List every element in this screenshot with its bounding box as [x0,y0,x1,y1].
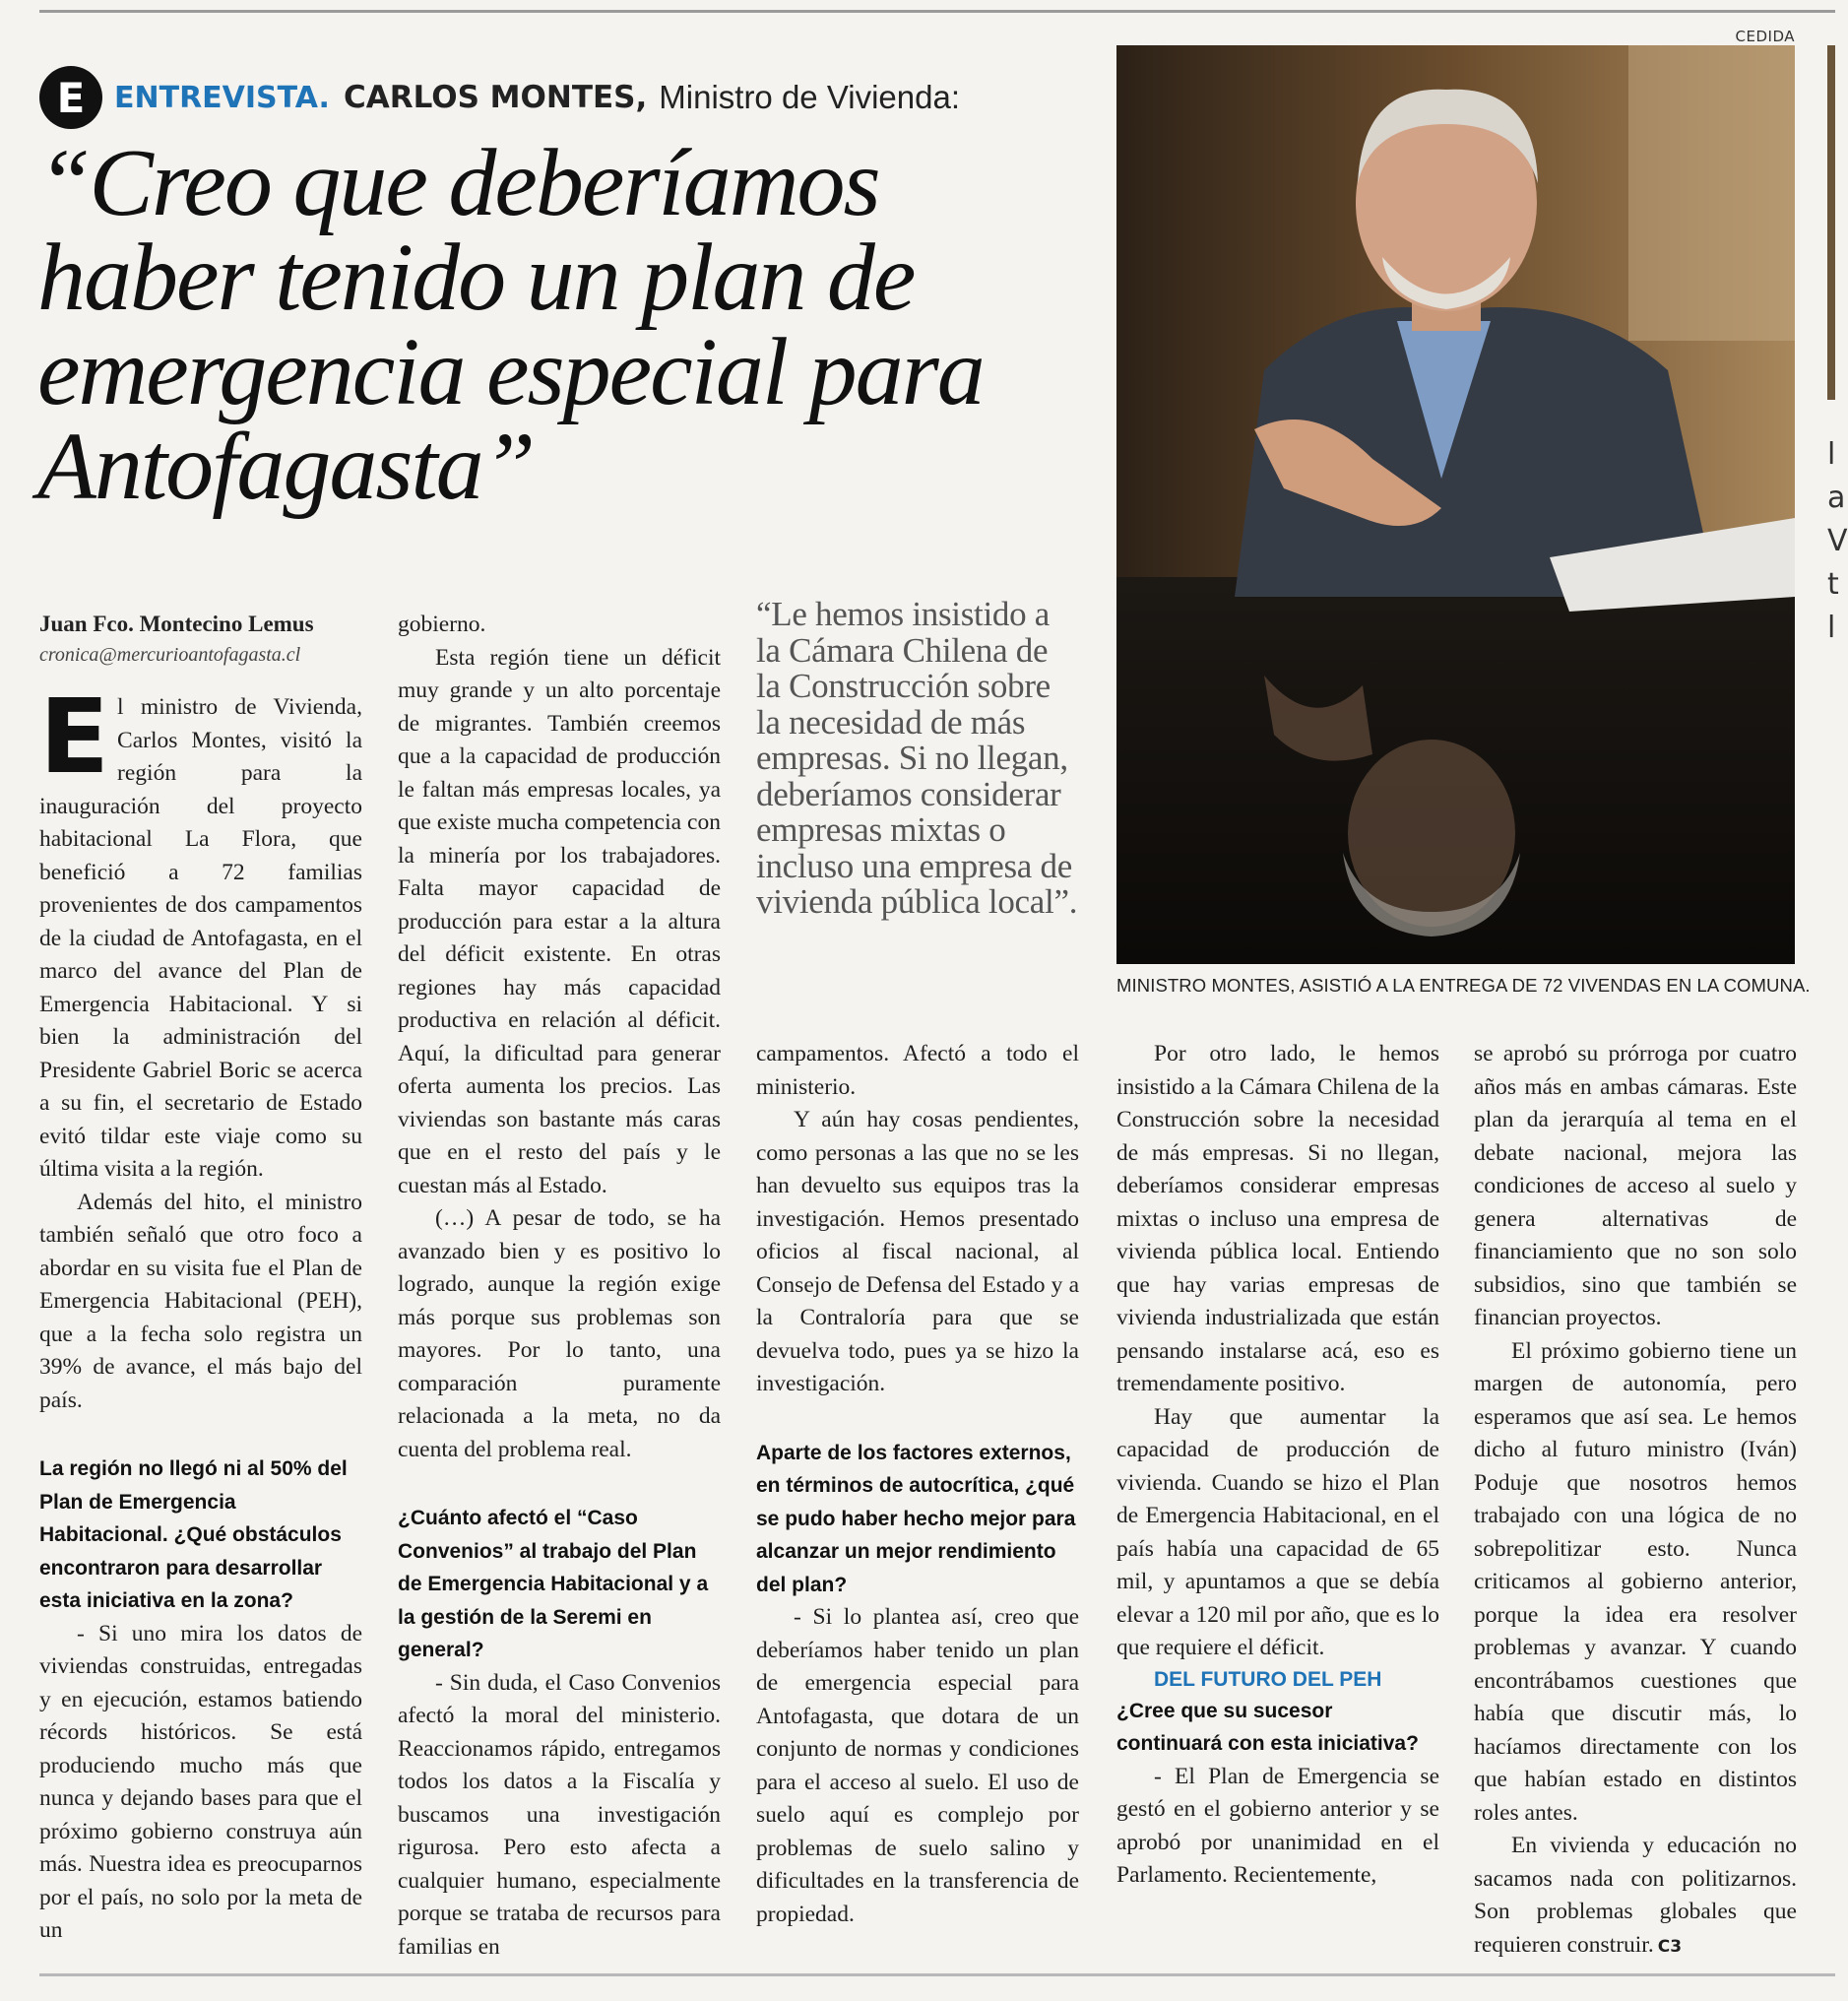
answer-paragraph: - Sin duda, el Caso Convenios afectó la moral del ministerio. Reaccionamos rápido, entregamos todos los datos a la Fiscalía y buscamos una investigación rigurosa. Pero esto afecta a cualquier humano, especialmente porque se trataba de recursos para familias en [398,1669,721,1960]
lead-paragraph [39,677,362,1187]
end-mark-icon: C3 [1657,1936,1683,1957]
lead-text: l ministro de Vivienda, Carlos Montes, visitó la región para la inauguración del proyecto habitacional La Flora, que benefició a 72 familias provenientes de dos campamentos de la ciudad de Antofagasta, en el marco del avance del Plan de Emergencia Habitacional. Y si bien la administración del Presidente Gabriel Boric se acerca a su fin, el secretario de Estado evitó tildar este viaje como su última visita a la región. [39,694,362,1182]
paragraph: gobierno. [398,612,486,637]
headline: “Creo que deberíamos haber tenido un plan de emergencia especial para Antofagasta” [37,130,984,520]
answer-paragraph: - Si lo plantea así, creo que deberíamos haber tenido un plan de emergencia especial para Antofagasta, que dotara de un conjunto de normas y condiciones para el acceso al suelo. El uso de suelo aquí es complejo por problemas de suelo salino y dificultades en la transferencia de propiedad. [756,1604,1079,1927]
interview-question: ¿Cree que su sucesor continuará con esta iniciativa? [1116,1699,1419,1755]
paragraph: Además del hito, el ministro también señaló que otro foco a abordar en su visita fue el Plan de Emergencia Habitacional (PEH), que a la fecha solo registra un 39% de avance, el más bajo del país. [39,1189,362,1413]
interviewee-name: CARLOS MONTES, [343,80,648,115]
interviewee-role: Ministro de Vivienda: [659,79,960,115]
closing-text: En vivienda y educación no sacamos nada con politizarnos. Son problemas globales que requieren construir. [1474,1833,1797,1958]
section-badge: E [39,66,102,129]
article-column-2 [398,609,721,1964]
drop-cap: E [39,677,110,797]
byline-author: Juan Fco. Montecino Lemus [39,612,314,636]
paragraph: Hay que aumentar la capacidad de producción de vivienda. Cuando se hizo el Plan de Emergencia Habitacional, en el país había una capacidad de 65 mil, y apuntamos a que se debía elevar a 120 mil por año, que es lo que requiere el déficit. [1116,1403,1439,1660]
closing-paragraph [1474,1830,1797,1964]
paragraph: El próximo gobierno tiene un margen de autonomía, pero esperamos que así sea. Le hemos dicho al futuro ministro (Iván) Poduje que nosotros hemos trabajado con una lógica de no sobrepolitizar esto. Nunca criticamos al gobierno anterior, porque la idea era resolver problemas y avanzar. Y cuando encontrábamos cuestiones que había que discutir más, lo hacíamos directamente con los que habían estado en distintos roles antes. [1474,1337,1797,1826]
paragraph: Esta región tiene un déficit muy grande y un alto porcentaje de migrantes. También creemos que a la capacidad de producción le faltan más empresas locales, ya que existe mucha competencia con la minería por los trabajadores. Falta mayor capacidad de producción para estar a la altura del déficit existente. En otras regiones hay más capacidad productiva en relación al déficit. Aquí, la dificultad para generar oferta aumenta los precios. Las viviendas son bastante más caras que en el resto del país y le cuestan más al Estado. [398,644,721,1198]
adjacent-page-text: l a V t l [1827,437,1848,645]
article-column-1 [39,609,362,1948]
minister-illustration [1116,45,1795,964]
paragraph: Y aún hay cosas pendientes, como personas a las que no se les han devuelto sus equipos tras la investigación. Hemos presentado oficios al fiscal nacional, al Consejo de Defensa del Estado y a la Contraloría para que se devuelva todo, pues ya se hizo la investigación. [756,1107,1079,1396]
byline-email: cronica@mercurioantofagasta.cl [39,644,301,666]
minister-photo [1116,45,1795,964]
paragraph: Por otro lado, le hemos insistido a la Cámara Chilena de la Construcción sobre la necesidad de más empresas. Si no llegan, deberíamos considerar empresas mixtas o incluso una empresa de vivienda pública local. Entiendo que hay varias empresas de vivienda industrializada que están pensando instalarse acá, eso es tremendamente positivo. [1116,1041,1439,1396]
answer-paragraph: - Si uno mira los datos de viviendas construidas, entregadas y en ejecución, estamos batiendo récords históricos. Se está produciendo mucho más que nunca y dejando bases para que el próximo gobierno construya aún más. Nuestra idea es preocuparnos por el país, no solo por la meta de un [39,1620,362,1943]
section-label: ENTREVISTA. [114,80,330,115]
answer-paragraph: - El Plan de Emergencia se gestó en el gobierno anterior y se aprobó por unanimidad en el Parlamento. Recientemente, [1116,1763,1439,1888]
interview-question: La región no llegó ni al 50% del Plan de Emergencia Habitacional. ¿Qué obstáculos encontraron para desarrollar esta iniciativa en la zona? [39,1457,348,1612]
adjacent-page-photo [1827,45,1835,400]
paragraph: campamentos. Afectó a todo el ministerio. [756,1041,1079,1100]
section-kicker [39,65,960,130]
article-column-4 [1116,1038,1439,1893]
photo-credit: CEDIDA [1735,28,1795,45]
top-rule [39,10,1835,13]
section-subhead: DEL FUTURO DEL PEH [1154,1667,1382,1691]
article-column-5 [1474,1038,1797,1964]
paragraph: (…) A pesar de todo, se ha avanzado bien y es positivo lo logrado, aunque la región exige más porque sus problemas son mayores. Por lo tanto, una comparación puramente relacionada a la meta, no da cuenta del problema real. [398,1205,721,1462]
interview-question: Aparte de los factores externos, en términos de autocrítica, ¿qué se pudo haber hecho mejor para alcanzar un mejor rendimiento del plan? [756,1441,1076,1596]
photo-caption: MINISTRO MONTES, ASISTIÓ A LA ENTREGA DE 72 VIVENDAS EN LA COMUNA. [1116,975,1811,996]
interview-question: ¿Cuánto afectó el “Caso Convenios” al trabajo del Plan de Emergencia Habitacional y a la gestión de la Seremi en general? [398,1507,709,1661]
paragraph: se aprobó su prórroga por cuatro años más en ambas cámaras. Este plan da jerarquía al tema en el debate nacional, mejora las condiciones de acceso al suelo y genera alternativas de financiamiento que no son solo subsidios, sino que también se financian proyectos. [1474,1041,1797,1330]
bottom-rule [39,1973,1835,1976]
article-column-3 [756,1038,1079,1931]
pull-quote: “Le hemos insistido a la Cámara Chilena de la Construcción sobre la necesidad de más empresas. Si no llegan, deberíamos considerar empresas mixtas o incluso una empresa de vivienda pública local”. [756,595,1078,921]
